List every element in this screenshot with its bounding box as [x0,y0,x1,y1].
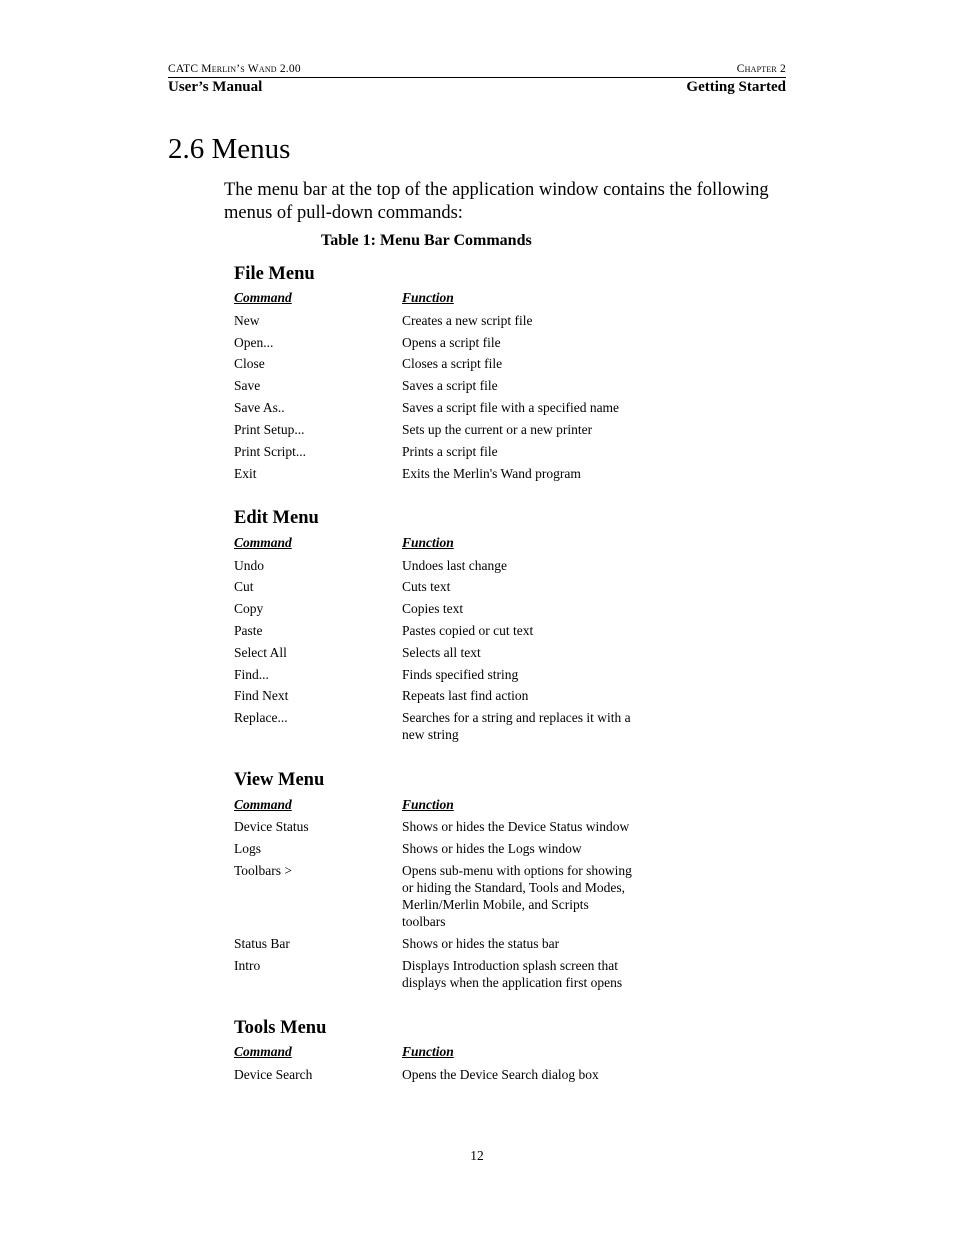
running-header-bottom [168,79,786,96]
command-cell: Save [234,378,261,393]
command-cell: Close [234,356,265,371]
command-cell: Undo [234,558,264,573]
header-product: CATC Merlin’s Wand 2.00 [168,63,301,75]
command-cell: Toolbars > [234,863,293,878]
section-title: 2.6 Menus [168,133,291,165]
function-cell: Prints a script file [402,444,498,459]
column-header-command: Command [234,797,292,812]
command-cell: Logs [234,841,261,856]
function-cell: Searches for a string and replaces it with a new string [402,710,631,742]
header-rule [168,77,786,78]
command-cell: Copy [234,601,264,616]
menu-title-tools: Tools Menu [234,1018,327,1038]
function-cell: Selects all text [402,645,481,660]
section-intro: The menu bar at the top of the application window contains the following menus of pull-down commands: [224,180,769,223]
table-caption: Table 1: Menu Bar Commands [321,232,532,249]
function-cell: Repeats last find action [402,688,529,703]
command-cell: Exit [234,466,257,481]
command-cell: Save As.. [234,400,285,415]
command-cell: Print Script... [234,444,307,459]
command-cell: Cut [234,579,254,594]
function-cell: Finds specified string [402,667,519,682]
header-manual: User’s Manual [168,79,263,95]
header-chapter-title: Getting Started [686,79,786,95]
function-cell: Shows or hides the Device Status window [402,819,630,834]
function-cell: Exits the Merlin's Wand program [402,466,581,481]
header-chapter: Chapter 2 [736,63,786,75]
column-header-function: Function [402,1044,454,1059]
function-cell: Saves a script file [402,378,498,393]
function-cell: Shows or hides the status bar [402,936,560,951]
column-header-function: Function [402,797,454,812]
command-cell: New [234,313,260,328]
command-cell: Status Bar [234,936,290,951]
command-cell: Print Setup... [234,422,305,437]
command-cell: Replace... [234,710,288,725]
command-cell: Select All [234,645,287,660]
function-cell: Creates a new script file [402,313,533,328]
column-header-function: Function [402,290,454,305]
menu-title-view: View Menu [234,770,325,790]
page-number: 12 [470,1148,484,1163]
function-cell: Sets up the current or a new printer [402,422,593,437]
function-cell: Opens the Device Search dialog box [402,1067,599,1082]
command-cell: Intro [234,958,261,973]
column-header-command: Command [234,1044,292,1059]
command-cell: Device Status [234,819,309,834]
running-header-top [168,63,786,76]
command-cell: Device Search [234,1067,313,1082]
function-cell: Undoes last change [402,558,507,573]
column-header-command: Command [234,535,292,550]
function-cell: Opens a script file [402,335,501,350]
command-cell: Find Next [234,688,289,703]
function-cell: Shows or hides the Logs window [402,841,582,856]
function-cell: Cuts text [402,579,451,594]
function-cell: Opens sub-menu with options for showing or hiding the Standard, Tools and Modes, Merlin/Merlin Mobile, and Scripts toolbars [402,863,632,929]
column-header-command: Command [234,290,292,305]
function-cell: Displays Introduction splash screen that displays when the application first opens [402,958,623,990]
function-cell: Closes a script file [402,356,503,371]
function-cell: Copies text [402,601,464,616]
function-cell: Pastes copied or cut text [402,623,534,638]
menu-title-file: File Menu [234,264,315,284]
function-cell: Saves a script file with a specified name [402,400,620,415]
command-cell: Open... [234,335,274,350]
command-cell: Paste [234,623,263,638]
command-cell: Find... [234,667,269,682]
column-header-function: Function [402,535,454,550]
menu-title-edit: Edit Menu [234,508,319,528]
